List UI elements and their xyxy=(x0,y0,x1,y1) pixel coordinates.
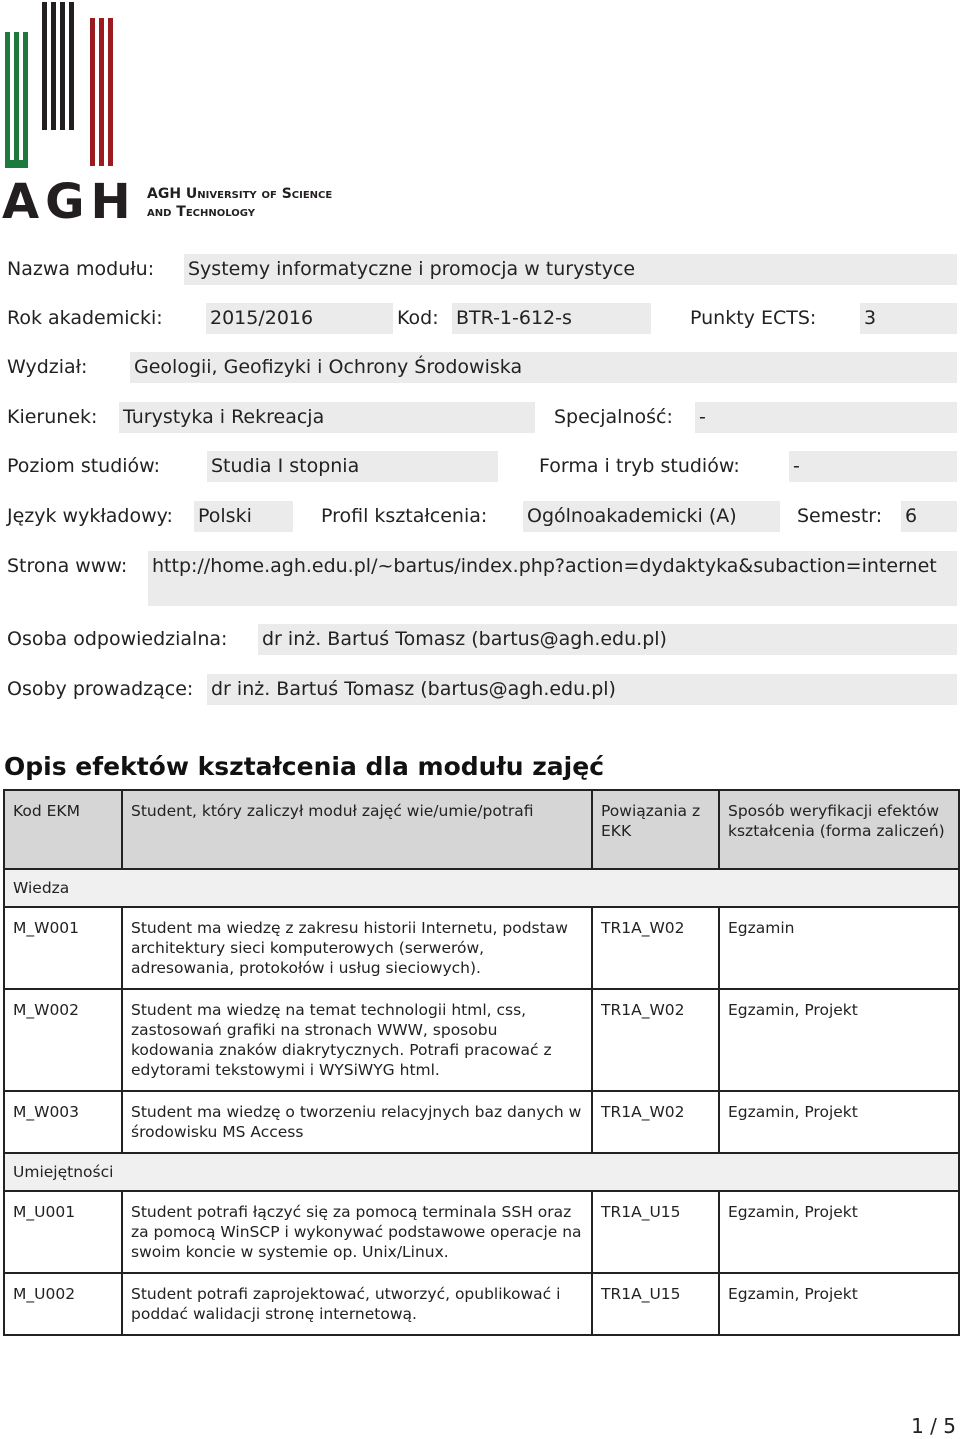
row-method: Egzamin, Projekt xyxy=(719,1273,959,1335)
specialty-label: Specjalność: xyxy=(554,406,673,428)
table-row xyxy=(4,1273,959,1335)
header-ekk: Powiązania z EKK xyxy=(592,790,719,869)
table-row xyxy=(4,1191,959,1273)
row-ekk: TR1A_U15 xyxy=(592,1273,719,1335)
group-row-wiedza xyxy=(4,869,959,907)
header-description: Student, który zaliczył moduł zajęć wie/umie/potrafi xyxy=(122,790,592,869)
website-label: Strona www: xyxy=(7,555,128,577)
table-header-row xyxy=(4,790,959,869)
row-method: Egzamin, Projekt xyxy=(719,989,959,1091)
semester-label: Semestr: xyxy=(797,505,883,527)
agh-logo xyxy=(0,0,360,230)
row-code: M_W003 xyxy=(4,1091,122,1153)
row-description: Student potrafi łączyć się za pomocą terminala SSH oraz za pomocą WinSCP i wykonywać podstawowe operacje na swoim koncie w systemie op. Unix/Linux. xyxy=(122,1191,592,1273)
academic-year-value: 2015/2016 xyxy=(206,303,393,334)
header-verification: Sposób weryfikacji efektów kształcenia (forma zaliczeń) xyxy=(719,790,959,869)
academic-year-label: Rok akademicki: xyxy=(7,307,163,329)
semester-value: 6 xyxy=(901,501,957,532)
lecturers-value: dr inż. Bartuś Tomasz (bartus@agh.edu.pl) xyxy=(207,674,957,705)
row-description: Student potrafi zaprojektować, utworzyć, opublikować i poddać walidacji stronę internetową. xyxy=(122,1273,592,1335)
group-label: Wiedza xyxy=(4,869,959,907)
specialty-value: - xyxy=(695,402,957,433)
agh-logo-mark xyxy=(0,0,130,170)
language-label: Język wykładowy: xyxy=(7,505,173,527)
row-method: Egzamin, Projekt xyxy=(719,1191,959,1273)
learning-outcomes-table xyxy=(3,789,960,1336)
row-method: Egzamin, Projekt xyxy=(719,1091,959,1153)
row-method: Egzamin xyxy=(719,907,959,989)
row-description: Student ma wiedzę z zakresu historii Internetu, podstaw architektury sieci komputerowych (serwerów, adresowania, protokołów i usług sieciowych). xyxy=(122,907,592,989)
code-label: Kod: xyxy=(397,307,439,329)
group-label: Umiejętności xyxy=(4,1153,959,1191)
page-number: 1 / 5 xyxy=(911,1414,956,1438)
row-description: Student ma wiedzę na temat technologii html, css, zastosowań grafiki na stronach WWW, sposobu kodowania znaków diakrytycznych. Potrafi pracować z edytorami tekstowymi i WYSiWYG html. xyxy=(122,989,592,1091)
row-ekk: TR1A_W02 xyxy=(592,907,719,989)
field-of-study-label: Kierunek: xyxy=(7,406,98,428)
logo-line-2: and Technology xyxy=(147,204,255,220)
field-of-study-value: Turystyka i Rekreacja xyxy=(119,402,535,433)
group-row-umiejetnosci xyxy=(4,1153,959,1191)
level-value: Studia I stopnia xyxy=(207,451,498,482)
ects-label: Punkty ECTS: xyxy=(690,307,817,329)
responsible-label: Osoba odpowiedzialna: xyxy=(7,628,228,650)
website-link[interactable]: http://home.agh.edu.pl/~bartus/index.php?action=dydaktyka&subaction=internet xyxy=(148,551,957,606)
form-value: - xyxy=(789,451,957,482)
section-title: Opis efektów kształcenia dla modułu zajęć xyxy=(4,752,605,781)
row-ekk: TR1A_W02 xyxy=(592,989,719,1091)
profile-label: Profil kształcenia: xyxy=(321,505,488,527)
row-code: M_W002 xyxy=(4,989,122,1091)
faculty-label: Wydział: xyxy=(7,356,88,378)
faculty-value: Geologii, Geofizyki i Ochrony Środowiska xyxy=(130,352,957,383)
table-row xyxy=(4,989,959,1091)
row-ekk: TR1A_W02 xyxy=(592,1091,719,1153)
module-name-value: Systemy informatyczne i promocja w turystyce xyxy=(184,254,957,285)
table-row xyxy=(4,907,959,989)
form-label: Forma i tryb studiów: xyxy=(539,455,740,477)
row-code: M_U001 xyxy=(4,1191,122,1273)
ects-value: 3 xyxy=(860,303,957,334)
profile-value: Ogólnoakademicki (A) xyxy=(523,501,780,532)
level-label: Poziom studiów: xyxy=(7,455,161,477)
header-code: Kod EKM xyxy=(4,790,122,869)
module-name-label: Nazwa modułu: xyxy=(7,258,155,280)
row-code: M_U002 xyxy=(4,1273,122,1335)
row-ekk: TR1A_U15 xyxy=(592,1191,719,1273)
responsible-value: dr inż. Bartuś Tomasz (bartus@agh.edu.pl) xyxy=(258,624,957,655)
lecturers-label: Osoby prowadzące: xyxy=(7,678,194,700)
row-code: M_W001 xyxy=(4,907,122,989)
logo-mark-text: AGH xyxy=(2,174,137,230)
table-row xyxy=(4,1091,959,1153)
code-value: BTR-1-612-s xyxy=(452,303,651,334)
row-description: Student ma wiedzę o tworzeniu relacyjnych baz danych w środowisku MS Access xyxy=(122,1091,592,1153)
language-value: Polski xyxy=(194,501,293,532)
logo-line-1: AGH University of Science xyxy=(147,186,333,202)
